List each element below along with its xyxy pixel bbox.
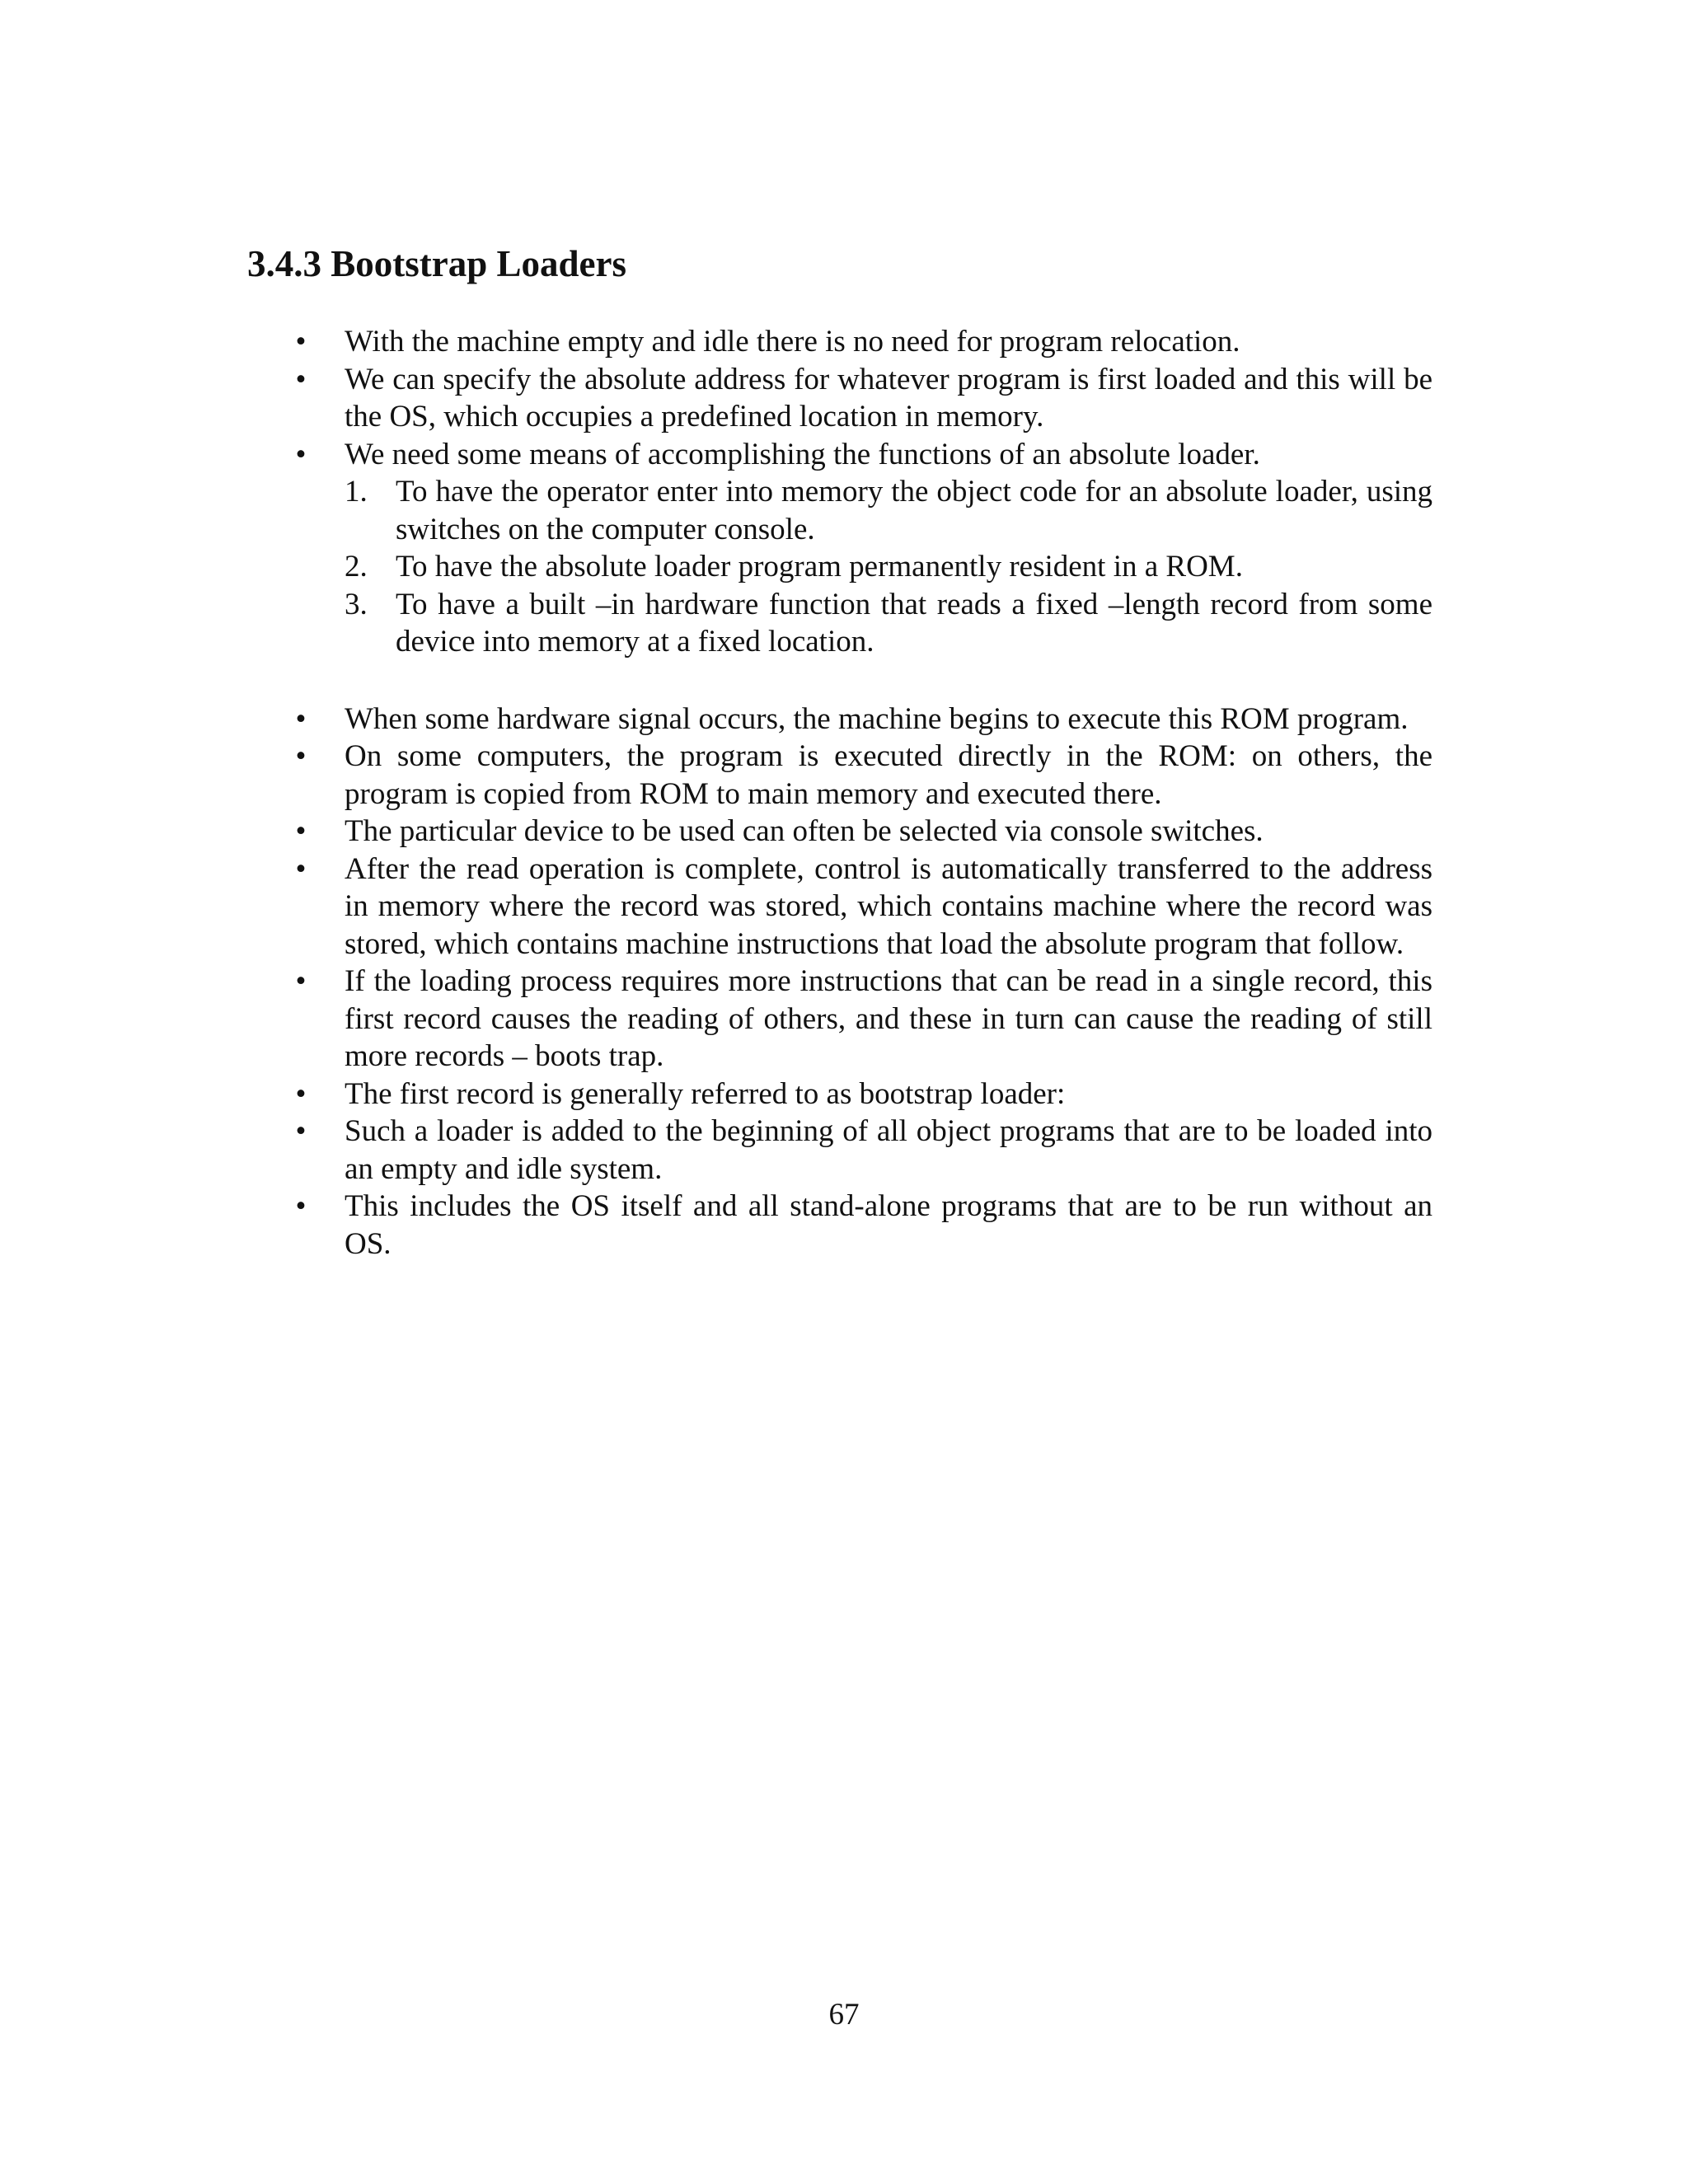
bullet-icon: • [295,1114,307,1148]
list-item [293,701,1432,738]
list-item [293,323,1432,361]
list-item [293,851,1432,963]
list-item [293,738,1432,813]
bullet-list-2 [293,701,1432,1263]
list-item [293,1188,1432,1263]
numbered-item-text: To have the operator enter into memory the object code for an absolute loader, using switches on the computer console. [396,475,1432,546]
paragraph-gap [293,661,1432,701]
bullet-icon: • [295,814,307,848]
list-item [293,436,1432,661]
list-item [293,361,1432,436]
numbered-item [345,473,1432,548]
list-item [293,1113,1432,1188]
list-item [293,813,1432,851]
bullet-list-1 [293,323,1432,661]
list-item [293,963,1432,1076]
item-number: 2. [345,550,368,583]
numbered-item-text: To have a built –in hardware function that reads a fixed –length record from some device into memory at a fixed location. [396,587,1432,658]
list-item-text: We need some means of accomplishing the functions of an absolute loader. [345,437,1260,471]
bullet-icon: • [295,964,307,998]
bullet-icon: • [295,437,307,471]
item-number: 3. [345,587,368,621]
list-item-text: On some computers, the program is executed directly in the ROM: on others, the program is copied from ROM to main memory and executed there. [345,739,1432,811]
list-item-text: If the loading process requires more instructions that can be read in a single record, this first record causes the reading of others, and these in turn can cause the reading of still more records – boots trap. [345,964,1432,1073]
list-item-text: With the machine empty and idle there is no need for program relocation. [345,325,1240,359]
bullet-icon: • [295,851,307,886]
list-item-text: The first record is generally referred to as bootstrap loader: [345,1076,1066,1111]
item-number: 1. [345,475,368,509]
numbered-item-text: To have the absolute loader program permanently resident in a ROM. [396,550,1243,583]
section-heading: 3.4.3 Bootstrap Loaders [247,243,626,284]
numbered-item [345,586,1432,661]
numbered-item [345,548,1432,586]
list-item-text: Such a loader is added to the beginning of all object programs that are to be loaded into an empty and idle system. [345,1114,1432,1186]
bullet-icon: • [295,1076,307,1111]
page-number: 67 [828,1998,860,2032]
list-item-text: The particular device to be used can often be selected via console switches. [345,814,1264,848]
list-item [293,1076,1432,1113]
list-item-text: We can specify the absolute address for whatever program is first loaded and this will be the OS, which occupies a predefined location in memory. [345,362,1432,434]
list-item-text: After the read operation is complete, control is automatically transferred to the address in memory where the record was stored, which contains machine where the record was stored, which contains machine instructions that load the absolute program that follow. [345,851,1432,961]
section-body [293,323,1432,1263]
bullet-icon: • [295,1189,307,1223]
bullet-icon: • [295,739,307,773]
list-item-text: When some hardware signal occurs, the machine begins to execute this ROM program. [345,701,1409,736]
list-item-text: This includes the OS itself and all stand-alone programs that are to be run without an OS. [345,1189,1432,1261]
bullet-icon: • [295,362,307,396]
bullet-icon: • [295,701,307,736]
numbered-list [345,473,1432,661]
bullet-icon: • [295,325,307,359]
